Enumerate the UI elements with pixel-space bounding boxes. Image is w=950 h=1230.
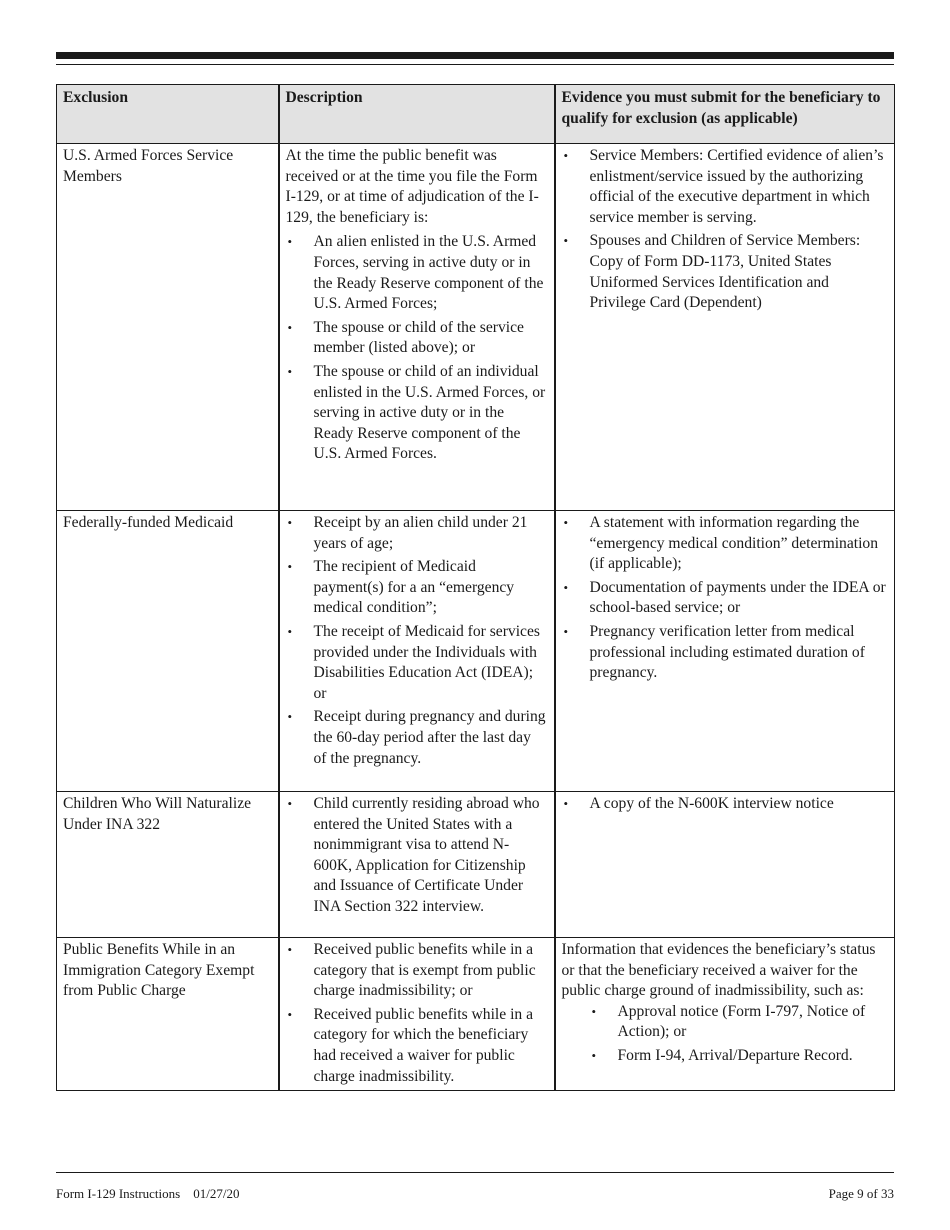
list-item: • Spouses and Children of Service Members: Copy of Form DD-1173, United States Uniformed Services Identification and Privilege Card (Dependent) (562, 231, 889, 313)
footer-page-number: Page 9 of 33 (828, 1186, 894, 1201)
description-cell (279, 511, 555, 792)
header-thin-rule (56, 64, 894, 65)
exclusion-cell: Children Who Will Naturalize Under INA 322 (57, 792, 279, 938)
header-exclusion: Exclusion (57, 85, 279, 144)
header-thick-rule (56, 52, 894, 59)
evidence-list (562, 146, 889, 314)
evidence-intro: Information that evidences the beneficiary’s status or that the beneficiary received a waiver for the public charge ground of inadmissibility, such as: (561, 941, 876, 1000)
list-item: • Receipt by an alien child under 21 years of age; (286, 513, 548, 554)
list-item: • Pregnancy verification letter from medical professional including estimated duration of pregnancy. (562, 622, 889, 684)
list-item: • The spouse or child of the service member (listed above); or (286, 318, 548, 359)
evidence-cell (555, 938, 895, 1091)
header-evidence: Evidence you must submit for the beneficiary to qualify for exclusion (as applicable) (555, 85, 895, 144)
exclusion-cell: U.S. Armed Forces Service Members (57, 144, 279, 511)
header-description: Description (279, 85, 555, 144)
evidence-list (562, 1002, 889, 1067)
list-item: • Received public benefits while in a category that is exempt from public charge inadmissibility; or (286, 940, 548, 1002)
table-row (57, 511, 895, 792)
table-header-row (57, 85, 895, 144)
description-list (286, 940, 548, 1087)
description-list (286, 794, 548, 918)
list-item: • A copy of the N-600K interview notice (562, 794, 889, 815)
exclusions-table (56, 84, 895, 1091)
list-item: • Service Members: Certified evidence of alien’s enlistment/service issued by the authorizing official of the executive department in which service member is serving. (562, 146, 889, 228)
table-row (57, 144, 895, 511)
list-item: • The receipt of Medicaid for services provided under the Individuals with Disabilities Education Act (IDEA); or (286, 622, 548, 704)
list-item: • Documentation of payments under the IDEA or school-based service; or (562, 578, 889, 619)
list-item: • The spouse or child of an individual enlisted in the U.S. Armed Forces, or serving in active duty or in the Ready Reserve component of the U.S. Armed Forces. (286, 362, 548, 465)
list-item: • Receipt during pregnancy and during the 60-day period after the last day of the pregnancy. (286, 707, 548, 769)
footer-form-info (56, 1186, 239, 1202)
description-cell (279, 938, 555, 1091)
evidence-list (562, 513, 889, 684)
list-item: • Child currently residing abroad who entered the United States with a nonimmigrant visa to attend N-600K, Application for Citizenship and Issuance of Certificate Under INA Section 322 interview. (286, 794, 548, 918)
exclusion-cell: Public Benefits While in an Immigration Category Exempt from Public Charge (57, 938, 279, 1091)
list-item: • Approval notice (Form I-797, Notice of Action); or (562, 1002, 889, 1043)
evidence-cell (555, 792, 895, 938)
list-item: • Form I-94, Arrival/Departure Record. (562, 1046, 889, 1067)
table-row (57, 792, 895, 938)
list-item: • The recipient of Medicaid payment(s) for a an “emergency medical condition”; (286, 557, 548, 619)
table-row (57, 938, 895, 1091)
footer-edition-date: 01/27/20 (193, 1186, 240, 1201)
evidence-cell (555, 144, 895, 511)
description-cell (279, 144, 555, 511)
list-item: • An alien enlisted in the U.S. Armed Forces, serving in active duty or in the Ready Reserve component of the U.S. Armed Forces; (286, 232, 548, 314)
exclusion-cell: Federally-funded Medicaid (57, 511, 279, 792)
description-intro: At the time the public benefit was received or at the time you file the Form I-129, or at time of adjudication of the I-129, the beneficiary is: (285, 147, 539, 226)
evidence-list (562, 794, 889, 815)
description-list (286, 232, 548, 465)
description-list (286, 513, 548, 769)
footer-form-name: Form I-129 Instructions (56, 1186, 181, 1201)
footer-rule (56, 1172, 894, 1173)
evidence-cell (555, 511, 895, 792)
description-cell (279, 792, 555, 938)
list-item: • Received public benefits while in a category for which the beneficiary had received a waiver for public charge inadmissibility. (286, 1005, 548, 1087)
list-item: • A statement with information regarding the “emergency medical condition” determination (if applicable); (562, 513, 889, 575)
